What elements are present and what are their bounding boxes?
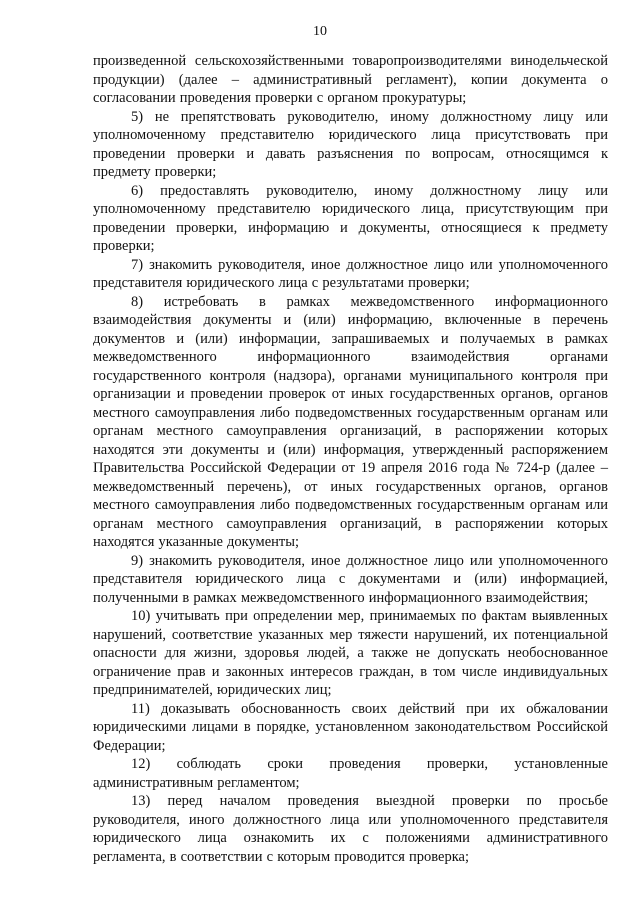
list-item-12: 12) соблюдать сроки проведения проверки, установленные административным регламентом; [93,756,608,791]
list-item-10: 10) учитывать при определении мер, принимаемых по фактам выявленных нарушений, соответствие указанных мер тяжести нарушений, их потенциальной опасности для жизни, здоровья людей, а также не допускать необоснованное ограничение прав и законных интересов граждан, в том числе индивидуальных предпринимателей, юридических лиц; [93,608,608,698]
document-body [93,52,608,866]
list-item-11: 11) доказывать обоснованность своих действий при их обжаловании юридическими лицами в порядке, установленном законодательством Российской Федерации; [93,700,608,754]
list-item-6: 6) предоставлять руководителю, иному должностному лицу или уполномоченному представителю юридического лица, присутствующим при проведении проверки, информацию и документы, относящиеся к предмету проверки; [93,182,608,254]
paragraph-continuation: произведенной сельскохозяйственными товаропроизводителями винодельческой продукции) (далее – административный регламент), копии документа о согласовании проведения проверки с органом прокуратуры; [93,53,608,106]
list-item-8: 8) истребовать в рамках межведомственного информационного взаимодействия документы и (или) информацию, включенные в перечень документов и (или) информации, запрашиваемых и получаемых в рамках межведомственного информационного взаимодействия органами государственного контроля (надзора), органами муниципального контроля при организации и проведении проверок от иных государственных органов, органов местного самоуправления либо подведомственных государственным органам или органам местного самоуправления организаций, в распоряжении которых находятся эти документы и (или) информация, утвержденный распоряжением Правительства Российской Федерации от 19 апреля 2016 года № 724-р (далее – межведомственный перечень), от иных государственных органов, органов местного самоуправления либо подведомственных государственным органам или органам местного самоуправления организаций, в распоряжении которых находятся указанные документы; [93,293,608,550]
list-item-13: 13) перед началом проведения выездной проверки по просьбе руководителя, иного должностного лица или уполномоченного представителя юридического лица ознакомить их с положениями административного регламента, в соответствии с которым проводится проверка; [93,793,608,865]
list-item-7: 7) знакомить руководителя, иное должностное лицо или уполномоченного представителя юридического лица с результатами проверки; [93,256,608,291]
list-item-9: 9) знакомить руководителя, иное должностное лицо или уполномоченного представителя юридического лица с документами и (или) информацией, полученными в рамках межведомственного информационного взаимодействия; [93,552,608,606]
list-item-5: 5) не препятствовать руководителю, иному должностному лицу или уполномоченному представителю юридического лица присутствовать при проведении проверки и давать разъяснения по вопросам, относящимся к предмету проверки; [93,108,608,180]
page-number: 10 [313,24,327,39]
